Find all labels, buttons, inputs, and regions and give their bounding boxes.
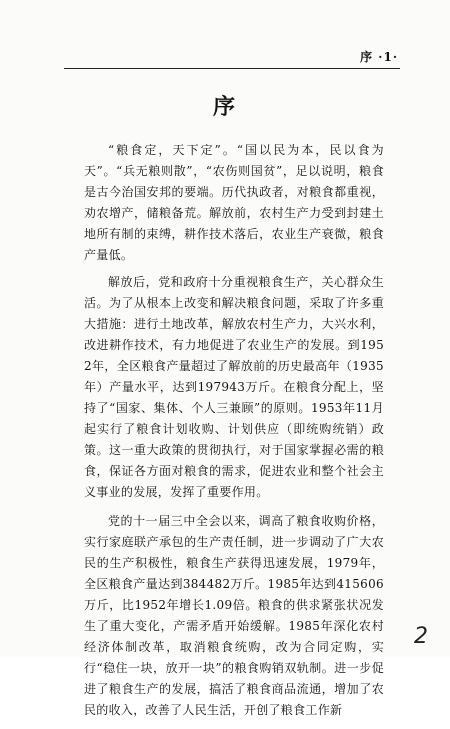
paragraph-1: “粮食定，天下定”。“国以民为本，民以食为天”。“兵无粮则散”，“农伤则国贫”，足以说明，粮食是古今治国安邦的要端。历代执政者，对粮食都重视，劝农增产，储粮备荒。解放前，农村生产力受到封建土地所有制的束缚，耕作技术落后，农业生产衰微，粮食产量低。 [84,143,384,262]
paragraph-3: 党的十一届三中全会以来，调高了粮食收购价格，实行家庭联产承包的生产责任制，进一步调动了广大农民的生产积极性，粮食生产获得迅速发展，1979年，全区粮食产量达到384482万斤。1985年达到415606万斤，比1952年增长1.09倍。粮食的供求紧张状况发生了重大变化，产需矛盾开始缓解。1985年深化农村经济体制改革，取消粮食统购，改为合同定购，实行“稳住一块，放开一块”的粮食购销双轨制。进一步促进了粮食生产的发展，搞活了粮食商品流通，增加了农民的收入，改善了人民生活，开创了粮食工作新 [84,514,384,717]
header-rule [64,68,400,69]
document-title: 序 [212,94,237,120]
body-text [84,140,384,729]
handwritten-page-mark: 2 [414,624,428,649]
paragraph-2: 解放后，党和政府十分重视粮食生产，关心群众生活。为了从根本上改变和解决粮食问题，采取了许多重大措施：进行土地改革，解放农村生产力，大兴水利，改进耕作技术，有力地促进了农业生产的发展。到1952年，全区粮食产量超过了解放前的历史最高年（1935年）产量水平，达到197943万斤。在粮食分配上，坚持了“国家、集体、个人三兼顾”的原则。1953年11月起实行了粮食计划收购、计划供应（即统购统销）政策。这一重大政策的贯彻执行，对于国家掌握必需的粮食，保证各方面对粮食的需求，促进农业和整个社会主义事业的发展，发挥了重要作用。 [84,275,384,499]
running-header: 序 ·1· [360,50,398,64]
